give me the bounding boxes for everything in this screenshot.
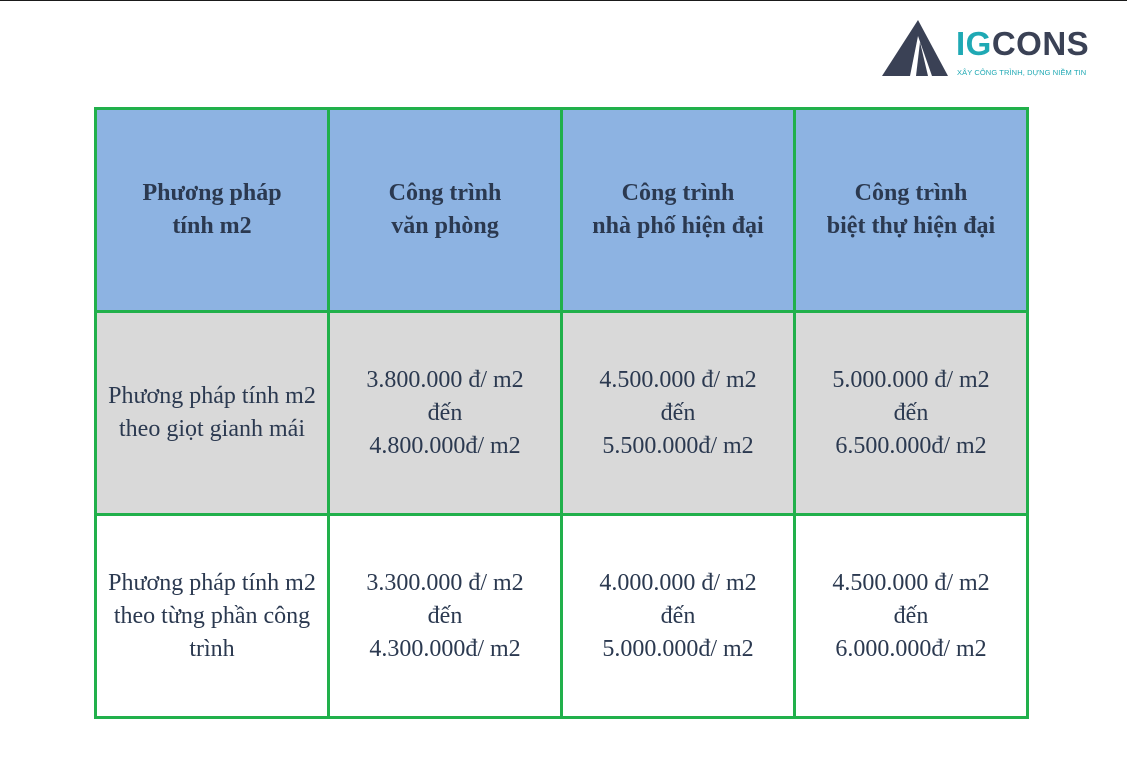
method-cell <box>96 515 329 718</box>
price-to: 5.500.000đ/ m2 <box>602 432 754 459</box>
price-from: 4.500.000 đ/ m2 <box>832 569 990 596</box>
header-line: Công trình <box>388 180 502 206</box>
price-to-word: đến <box>660 602 696 629</box>
logo-name-accent: IG <box>956 25 992 62</box>
price-to: 5.000.000đ/ m2 <box>602 635 754 662</box>
table-row <box>96 312 1028 515</box>
price-to-word: đến <box>427 399 463 426</box>
method-cell <box>96 312 329 515</box>
price-from: 5.000.000 đ/ m2 <box>832 366 990 393</box>
logo-tagline: XÂY CÔNG TRÌNH, DỰNG NIỀM TIN <box>957 68 1087 77</box>
price-from: 4.000.000 đ/ m2 <box>599 569 757 596</box>
header-line: văn phòng <box>391 213 499 239</box>
price-to: 6.000.000đ/ m2 <box>835 635 987 662</box>
price-cell <box>329 312 562 515</box>
price-from: 3.300.000 đ/ m2 <box>366 569 524 596</box>
price-cell <box>795 515 1028 718</box>
price-from: 3.800.000 đ/ m2 <box>366 366 524 393</box>
cell-line: Phương pháp tính m2 <box>108 569 316 596</box>
price-to-word: đến <box>893 602 929 629</box>
price-table <box>94 107 1029 719</box>
header-line: nhà phố hiện đại <box>592 213 764 239</box>
price-cell <box>795 312 1028 515</box>
price-to: 6.500.000đ/ m2 <box>835 432 987 459</box>
igcons-logo <box>880 18 1100 80</box>
cell-line: theo giọt gianh mái <box>119 416 305 442</box>
top-rule <box>0 0 1127 1</box>
cell-line: Phương pháp tính m2 <box>108 383 316 409</box>
header-townhouse <box>562 109 795 312</box>
price-cell <box>562 312 795 515</box>
table-row <box>96 515 1028 718</box>
header-line: biệt thự hiện đại <box>826 213 996 239</box>
header-office <box>329 109 562 312</box>
price-from: 4.500.000 đ/ m2 <box>599 366 757 393</box>
header-line: tính m2 <box>172 213 252 239</box>
header-line: Công trình <box>621 180 735 206</box>
price-to-word: đến <box>893 399 929 426</box>
header-line: Công trình <box>854 180 968 206</box>
table-header-row <box>96 109 1028 312</box>
logo-triangle-icon <box>880 18 950 80</box>
price-to: 4.300.000đ/ m2 <box>369 635 521 662</box>
header-villa <box>795 109 1028 312</box>
price-to-word: đến <box>427 602 463 629</box>
price-to: 4.800.000đ/ m2 <box>369 432 521 459</box>
cell-line: theo từng phần công <box>113 602 311 629</box>
header-method <box>96 109 329 312</box>
price-to-word: đến <box>660 399 696 426</box>
logo-name <box>956 24 1089 64</box>
cell-line: trình <box>189 635 235 662</box>
header-line: Phương pháp <box>142 180 282 206</box>
price-cell <box>562 515 795 718</box>
price-cell <box>329 515 562 718</box>
logo-name-rest: CONS <box>991 25 1090 62</box>
